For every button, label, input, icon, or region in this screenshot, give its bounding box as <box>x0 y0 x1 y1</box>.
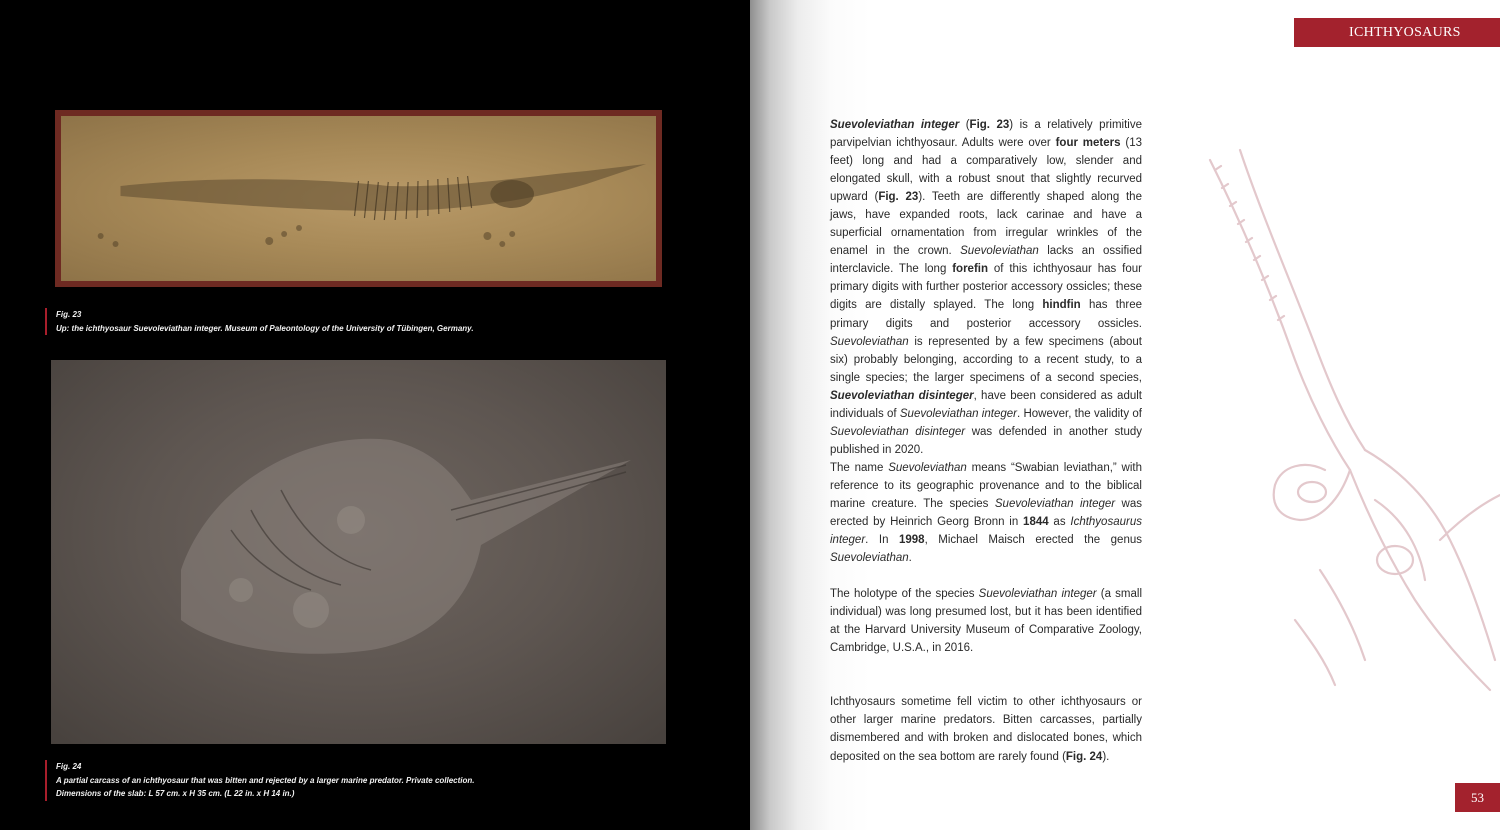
fig23-caption <box>45 308 565 335</box>
fig23-photo <box>55 110 662 287</box>
fig24-caption-line1: A partial carcass of an ichthyosaur that was bitten and rejected by a larger marine predator. Private collection. <box>56 775 475 785</box>
paragraph-4: Ichthyosaurs sometime fell victim to other ichthyosaurs or other larger marine predators. Bitten carcasses, partially dismembered and with broken and dislocated bones, which deposited on the sea bottom are rarely found (Fig. 24). <box>830 696 1142 763</box>
fig23-caption-text: Up: the ichthyosaur Suevoleviathan integer. Museum of Paleontology of the University of Tübingen, Germany. <box>56 323 474 333</box>
paragraph-2: The name Suevoleviathan means “Swabian leviathan,” with reference to its geographic provenance and to the biblical marine creature. The species Suevoleviathan integer was erected by Heinrich Georg Bronn in 1844 as Ichthyosaurus integer. In 1998, Michael Maisch erected the genus Suevoleviathan. <box>830 461 1143 565</box>
fig24-caption <box>45 760 565 801</box>
ichthyosaur-skull-drawing-icon <box>1200 140 1500 700</box>
paragraph-3: The holotype of the species Suevoleviathan integer (a small individual) was long presumed lost, but it has been identified at the Harvard University Museum of Comparative Zoology, Cambridge, U.S.A., in 2016. <box>830 588 1143 655</box>
bitten-carcass-fossil-image <box>51 360 666 744</box>
paragraph-1: Suevoleviathan integer (Fig. 23) is a relatively primitive parvipelvian ichthyosaur. Adults were over four meters (13 feet) long and had a comparatively low, slender and elongated skull, with a robust snout that slightly recurved upward (Fig. 23). Teeth are differently shaped along the jaws, have expanded roots, lack carinae and have a superficial ornamentation from irregular wrinkles of the enamel in the crown. Suevoleviathan lacks an ossified interclavicle. The long forefin of this ichthyosaur has four primary digits with further posterior accessory ossicles; these digits are distally splayed. The long hindfin has three primary digits and posterior accessory ossicles. Suevoleviathan is represented by a few specimens (about six) probably belonging, according to a recent study, to a single species; the larger specimens of a second species, Suevoleviathan disinteger, have been considered as adult individuals of Suevoleviathan integer. However, the validity of Suevoleviathan disinteger was defended in another study published in 2020. <box>830 119 1142 456</box>
ichthyosaur-fossil-image <box>61 116 656 281</box>
fig24-label: Fig. 24 <box>56 762 82 771</box>
page-number: 53 <box>1455 783 1500 812</box>
fig24-caption-line2: Dimensions of the slab: L 57 cm. x H 35 cm. (L 22 in. x H 14 in.) <box>56 789 295 798</box>
body-text <box>830 116 1142 766</box>
fig24-photo <box>51 360 666 744</box>
fig23-label: Fig. 23 <box>56 310 82 319</box>
right-page <box>750 0 1500 830</box>
chapter-header: ICHTHYOSAURS <box>1294 18 1500 47</box>
